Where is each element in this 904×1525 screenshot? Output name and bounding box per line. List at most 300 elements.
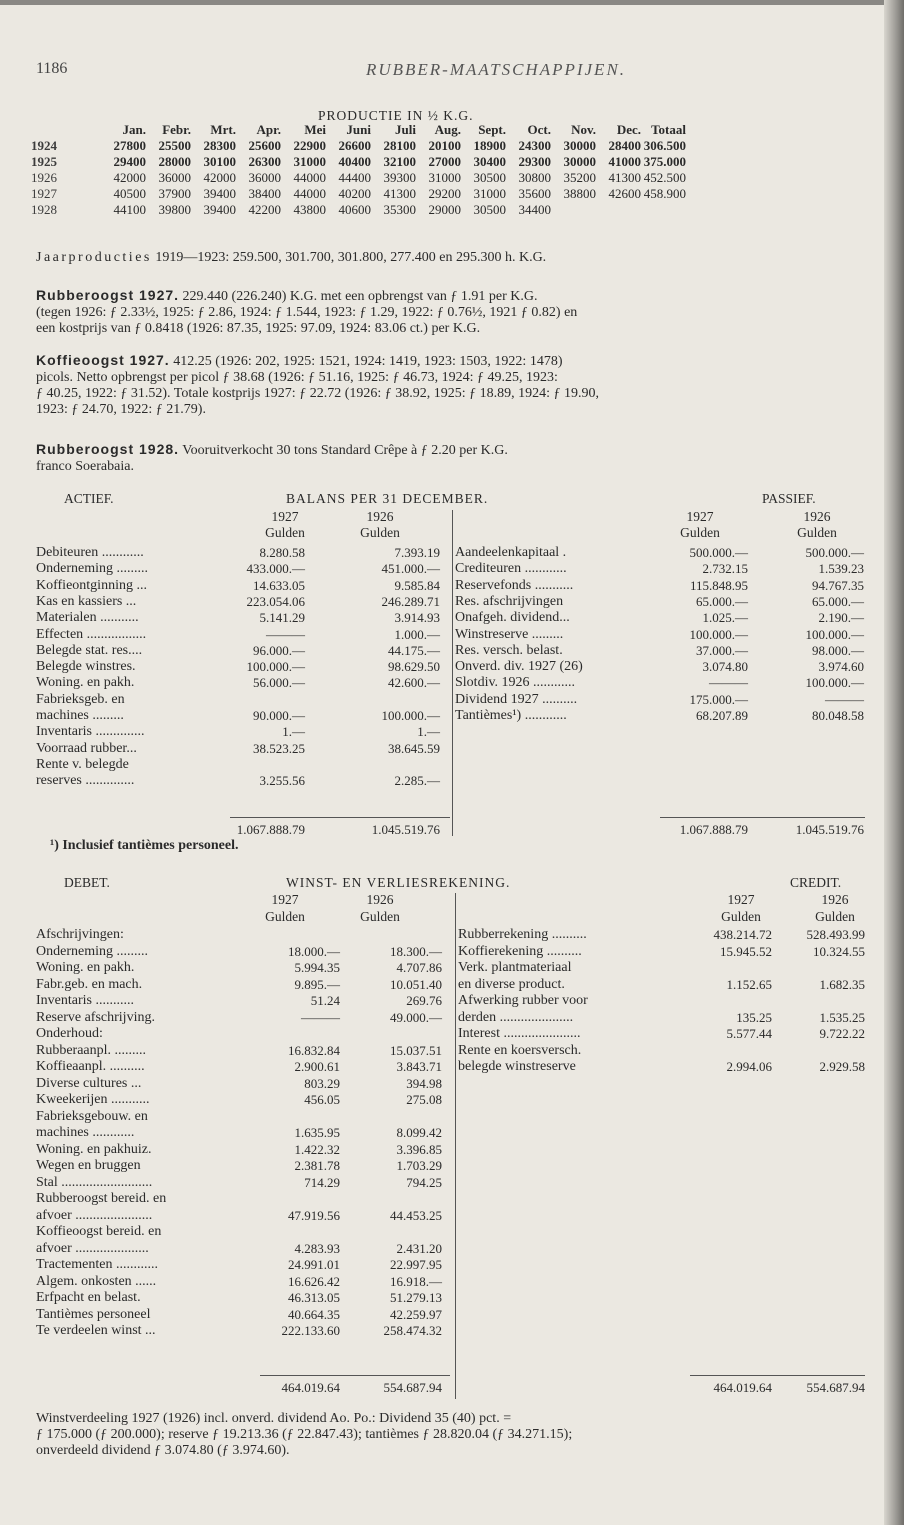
passief-row-value-1926: 80.048.58 — [812, 708, 864, 723]
winstverdeeling — [36, 1411, 868, 1459]
actief-row-value-1926: 1.000.— — [394, 626, 440, 642]
credit-row-label: Afwerking rubber voor — [458, 993, 588, 1008]
production-cell: 34400 — [518, 202, 551, 217]
debet-row-value-1926: 794.25 — [406, 1174, 442, 1190]
passief-row-label: Dividend 1927 .......... — [455, 691, 578, 707]
credit-row-value-1926: 2.929.58 — [819, 1059, 865, 1074]
credit-row-value-1926: 1.535.25 — [819, 1009, 865, 1025]
production-table — [30, 122, 687, 218]
actief-row-label: Onderneming ......... — [36, 561, 148, 577]
production-cell: 30500 — [473, 202, 506, 217]
debet-row-value-1927: 40.664.35 — [288, 1306, 340, 1322]
production-cell — [597, 202, 642, 218]
passief-row-value-1926: 98.000.— — [812, 642, 864, 658]
production-cell: 39400 — [203, 202, 236, 217]
production-cell: 40600 — [338, 202, 371, 217]
credit-row-value-1926: 10.324.55 — [813, 943, 865, 959]
balance-unit-a2: Gulden — [360, 525, 400, 540]
actief-row-value-1926: 451.000.— — [381, 561, 440, 577]
credit-row-value-1927: 15.945.52 — [720, 943, 772, 959]
production-cell: 27800 — [113, 138, 146, 153]
production-cell: 42200 — [248, 202, 281, 217]
production-cell: 41300 — [608, 170, 641, 185]
balance-unit-p2: Gulden — [797, 525, 837, 540]
debet-row-value-1926: 10.051.40 — [390, 976, 442, 992]
actief-row-label: Woning. en pakh. — [36, 675, 135, 691]
production-cell: 36000 — [158, 170, 191, 185]
passief-row-value-1927: 500.000.— — [689, 545, 748, 560]
production-cell: 44400 — [338, 170, 371, 185]
credit-row-label: belegde winstreserve — [458, 1059, 576, 1074]
production-cell: 39800 — [158, 202, 191, 217]
production-cell: 30500 — [473, 170, 506, 185]
actief-row-label: Materialen ........... — [36, 610, 139, 626]
passief-row-label: Onverd. div. 1927 (26) — [455, 659, 583, 675]
debet-row-value-1926: 8.099.42 — [396, 1125, 442, 1140]
actief-row-value-1926: 7.393.19 — [394, 545, 440, 560]
credit-row-value-1927: 2.994.06 — [726, 1059, 772, 1074]
debet-row-label: Rubberoogst bereid. en — [36, 1191, 167, 1206]
passief-row-label: Res. versch. belast. — [455, 642, 563, 658]
actief-row-label: reserves .............. — [36, 773, 135, 789]
actief-row-label: Belegde winstres. — [36, 659, 136, 675]
production-cell: 306.500 — [643, 138, 686, 153]
actief-row-value-1927: 5.141.29 — [259, 610, 305, 626]
debet-row-label: Diverse cultures ... — [36, 1075, 142, 1091]
passief-row-label: Slotdiv. 1926 ............ — [455, 675, 576, 691]
production-cell: 29200 — [428, 186, 461, 201]
actief-row-value-1927: 38.523.25 — [253, 740, 305, 756]
production-cell: 20100 — [428, 138, 461, 153]
debet-row-value-1926: 4.707.86 — [396, 960, 442, 975]
balance-year-p2: 1926 — [803, 509, 831, 524]
debet-row-label: Afschrijvingen: — [36, 927, 124, 942]
wv-unit-d1: Gulden — [265, 909, 305, 924]
debet-row-value-1926: 42.259.97 — [390, 1306, 442, 1322]
production-year: 1926 — [31, 170, 57, 185]
actief-row-value-1927: 96.000.— — [253, 642, 305, 658]
balance-divider — [452, 510, 453, 836]
production-cell: 38800 — [563, 186, 596, 201]
debet-row-value-1927: 9.895.— — [294, 976, 340, 992]
production-cell: 28300 — [203, 138, 236, 153]
rubberoogst-1927-line3: een kostprijs van ƒ 0.8418 (1926: 87.35, 1925: 97.09, 1924: 83.06 ct.) per K.G. — [36, 321, 481, 336]
balance-unit-p1: Gulden — [680, 525, 720, 540]
passief-row-value-1927: 2.732.15 — [702, 561, 748, 577]
debet-row-value-1926: 51.279.13 — [390, 1290, 442, 1305]
production-cell: 28000 — [158, 154, 191, 169]
production-header-cell: Juli — [395, 122, 416, 137]
production-cell: 42000 — [113, 170, 146, 185]
actief-row-label: Debiteuren ............ — [36, 545, 144, 560]
wv-total-credit-1927: 464.019.64 — [713, 1380, 772, 1395]
wv-total-rule-right — [690, 1375, 865, 1376]
production-header-cell: Totaal — [651, 122, 686, 137]
production-cell: 28400 — [608, 138, 641, 153]
winstverdeeling-line1: Winstverdeeling 1927 (1926) incl. onverd. dividend Ao. Po.: Dividend 35 (40) pct. = — [36, 1411, 512, 1426]
production-cell: 44000 — [293, 170, 326, 185]
wv-total-debet-1926: 554.687.94 — [383, 1380, 442, 1395]
rubberoogst-1927-line2: (tegen 1926: ƒ 2.33½, 1925: ƒ 2.86, 1924: ƒ 1.544, 1923: ƒ 1.29, 1922: ƒ 0.76½, 1921 ƒ 0.82) en — [36, 305, 578, 320]
balance-footnote: ¹) Inclusief tantièmes personeel. — [50, 838, 239, 853]
balance-total-actief-1926: 1.045.519.76 — [371, 822, 440, 837]
credit-row-label: Koffierekening .......... — [458, 943, 582, 959]
debet-row-value-1926: 269.76 — [406, 993, 442, 1008]
credit-row-value-1927: 438.214.72 — [713, 927, 772, 942]
jaarproducties — [36, 250, 868, 266]
production-cell: 30100 — [203, 154, 236, 169]
production-cell: 29000 — [428, 202, 461, 217]
passief-row-value-1926: 65.000.— — [812, 593, 864, 609]
production-cell: 30400 — [473, 154, 506, 169]
production-cell: 40200 — [338, 186, 371, 201]
actief-row-value-1927: 8.280.58 — [259, 545, 305, 560]
passief-row-value-1926: 100.000.— — [805, 675, 864, 691]
production-cell: 41300 — [383, 186, 416, 201]
passief-row-value-1926: 500.000.— — [805, 545, 864, 560]
production-cell: 27000 — [428, 154, 461, 169]
debet-row-label: Kweekerijen ........... — [36, 1092, 150, 1107]
debet-row-value-1927: 16.832.84 — [288, 1042, 340, 1058]
debet-row-value-1927: 456.05 — [304, 1092, 340, 1107]
actief-row-value-1926: 38.645.59 — [388, 740, 440, 756]
production-cell: 29400 — [113, 154, 146, 169]
production-cell — [642, 202, 687, 218]
debet-row-value-1927: 16.626.42 — [288, 1273, 340, 1289]
production-cell: 41000 — [608, 154, 641, 169]
production-cell: 24300 — [518, 138, 551, 153]
production-cell: 375.000 — [643, 154, 686, 169]
passief-row-label: Res. afschrijvingen — [455, 593, 564, 609]
production-cell: 18900 — [473, 138, 506, 153]
passief-row-label: Aandeelenkapitaal . — [455, 545, 567, 560]
actief-row-value-1926: 100.000.— — [381, 708, 440, 723]
koffieoogst-1927 — [36, 352, 868, 418]
debet-row-label: machines ............ — [36, 1125, 135, 1140]
page-number: 1186 — [36, 60, 68, 77]
debet-row-value-1926: 258.474.32 — [383, 1323, 442, 1338]
passief-row-label: Onafgeh. dividend... — [455, 610, 570, 626]
production-cell: 38400 — [248, 186, 281, 201]
production-cell: 31000 — [428, 170, 461, 185]
debet-row-value-1926: 44.453.25 — [390, 1207, 442, 1223]
wv-unit-d2: Gulden — [360, 909, 400, 924]
passief-row-label: Tantièmes¹) ............ — [455, 708, 567, 723]
actief-row-value-1927: 100.000.— — [246, 659, 305, 675]
actief-row-label: Effecten ................. — [36, 626, 147, 642]
passief-row-value-1927: 65.000.— — [696, 593, 748, 609]
debet-row-label: afvoer ...................... — [36, 1207, 153, 1223]
production-cell: 37900 — [158, 186, 191, 201]
production-header-cell: Dec. — [616, 122, 641, 137]
production-cell: 40400 — [338, 154, 371, 169]
passief-row-value-1927: 1.025.— — [702, 610, 748, 626]
wv-unit-c1: Gulden — [721, 909, 761, 924]
wv-year-d2: 1926 — [366, 892, 394, 907]
production-cell: 30000 — [563, 138, 596, 153]
production-cell: 44000 — [293, 186, 326, 201]
passief-row-value-1927: 175.000.— — [689, 691, 748, 707]
balance-total-passief-1926: 1.045.519.76 — [795, 822, 864, 837]
production-row — [30, 154, 687, 170]
passief-row-label: Winstreserve ......... — [455, 626, 564, 642]
production-header-cell: Mrt. — [210, 122, 236, 137]
debet-row-label: afvoer ..................... — [36, 1240, 149, 1256]
debet-row-label: Tantièmes personeel — [36, 1306, 151, 1322]
debet-row-value-1926: 16.918.— — [390, 1273, 442, 1289]
wv-credit-heading: CREDIT. — [790, 875, 842, 890]
production-year: 1927 — [31, 186, 57, 201]
koffieoogst-1927-line1: 412.25 (1926: 202, 1925: 1521, 1924: 1419, 1923: 1503, 1922: 1478) — [173, 354, 563, 369]
debet-row-value-1926: 22.997.95 — [390, 1257, 442, 1272]
debet-row-label: Woning. en pakh. — [36, 960, 135, 975]
actief-row-value-1927: ——— — [266, 626, 305, 642]
production-cell: 452.500 — [643, 170, 686, 185]
rubberoogst-1927-line1: 229.440 (226.240) K.G. met een opbrengst van ƒ 1.91 per K.G. — [182, 289, 538, 304]
production-header-cell: Mei — [304, 122, 326, 137]
debet-row-value-1927: 47.919.56 — [288, 1207, 340, 1223]
debet-row-value-1927: 51.24 — [310, 993, 340, 1008]
wv-year-c1: 1927 — [727, 892, 755, 907]
debet-row-value-1927: 803.29 — [304, 1075, 340, 1091]
wv-title: WINST- EN VERLIESREKENING. — [286, 875, 511, 890]
production-cell: 35200 — [563, 170, 596, 185]
production-cell: 42000 — [203, 170, 236, 185]
page-header — [36, 60, 866, 90]
production-cell: 29300 — [518, 154, 551, 169]
debet-row-label: Erfpacht en belast. — [36, 1290, 141, 1305]
production-year: 1925 — [31, 154, 57, 169]
debet-row-value-1927: 2.381.78 — [294, 1158, 340, 1173]
passief-row-value-1926: 2.190.— — [818, 610, 864, 626]
passief-row-value-1926: 94.767.35 — [812, 577, 864, 593]
debet-row-value-1926: 15.037.51 — [390, 1042, 442, 1058]
actief-row-value-1926: 9.585.84 — [394, 577, 440, 593]
koffieoogst-1927-line3: ƒ 40.25, 1922: ƒ 31.52). Totale kostprijs 1927: ƒ 22.72 (1926: ƒ 38.92, 1925: ƒ 18.89, 1924: ƒ 19.90, — [36, 386, 600, 401]
actief-row-value-1926: 1.— — [417, 724, 440, 740]
rubberoogst-1928-line1: Vooruitverkocht 30 tons Standard Crêpe à ƒ 2.20 per K.G. — [182, 443, 508, 458]
production-year: 1924 — [31, 138, 57, 153]
production-cell: 32100 — [383, 154, 416, 169]
debet-row-label: Fabrieksgebouw. en — [36, 1108, 148, 1124]
wv-debet-heading: DEBET. — [64, 875, 110, 890]
balance-total-rule-left — [230, 817, 450, 818]
production-cell: 31000 — [473, 186, 506, 201]
balance-year-p1: 1927 — [686, 509, 714, 524]
page-edge — [884, 0, 904, 1525]
production-cell: 25500 — [158, 138, 191, 153]
production-cell: 22900 — [293, 138, 326, 153]
actief-row-value-1927: 90.000.— — [253, 708, 305, 723]
debet-row-value-1927: 714.29 — [304, 1174, 340, 1190]
credit-row-label: Verk. plantmateriaal — [458, 960, 572, 975]
production-row — [30, 138, 687, 154]
winstverdeeling-line2: ƒ 175.000 (ƒ 200.000); reserve ƒ 19.213.36 (ƒ 22.847.43); tantièmes ƒ 28.820.04 (ƒ 34.271.15); — [36, 1427, 573, 1442]
passief-row-label: Reservefonds ........... — [455, 577, 574, 593]
credit-row-value-1926: 1.682.35 — [819, 976, 865, 992]
actief-row-value-1926: 2.285.— — [394, 773, 440, 789]
passief-row-value-1927: 3.074.80 — [702, 659, 748, 675]
production-header-cell: Febr. — [162, 122, 191, 137]
debet-row-value-1926: 3.396.85 — [396, 1141, 442, 1157]
production-cell: 44100 — [113, 202, 146, 217]
actief-row-label: Belegde stat. res.... — [36, 642, 143, 658]
production-cell: 39300 — [383, 170, 416, 185]
winstverdeeling-line3: onverdeeld dividend ƒ 3.074.80 (ƒ 3.974.60). — [36, 1443, 290, 1458]
actief-row-value-1926: 98.629.50 — [388, 659, 440, 675]
production-header-cell: Oct. — [527, 122, 551, 137]
production-year: 1928 — [31, 202, 57, 217]
debet-row-value-1927: 1.635.95 — [294, 1125, 340, 1140]
credit-row-value-1926: 9.722.22 — [819, 1026, 865, 1041]
actief-row-label: Koffieontginning ... — [36, 577, 147, 593]
credit-row-value-1927: 1.152.65 — [726, 976, 772, 992]
debet-row-label: Inventaris ........... — [36, 993, 134, 1008]
debet-row-value-1926: 394.98 — [406, 1075, 442, 1091]
balance-passief-heading: PASSIEF. — [762, 491, 816, 506]
wv-year-c2: 1926 — [821, 892, 849, 907]
debet-row-value-1927: 5.994.35 — [294, 960, 340, 975]
balance-total-actief-1927: 1.067.888.79 — [236, 822, 305, 837]
production-cell: 43800 — [293, 202, 326, 217]
production-cell: 39400 — [203, 186, 236, 201]
production-header-blank — [30, 122, 102, 138]
passief-row-value-1927: 100.000.— — [689, 626, 748, 642]
credit-row-label: en diverse product. — [458, 976, 565, 992]
production-cell: 35300 — [383, 202, 416, 217]
actief-row-value-1926: 3.914.93 — [394, 610, 440, 626]
debet-row-label: Tractementen ............ — [36, 1257, 158, 1272]
production-cell: 35600 — [518, 186, 551, 201]
debet-row-label: Algem. onkosten ...... — [36, 1273, 157, 1289]
passief-row-value-1927: ——— — [709, 675, 748, 691]
credit-row-value-1926: 528.493.99 — [806, 927, 865, 942]
passief-row-value-1926: ——— — [825, 691, 864, 707]
production-header-cell: Juni — [346, 122, 371, 137]
production-cell: 458.900 — [643, 186, 686, 201]
actief-row-label: Fabrieksgeb. en — [36, 691, 125, 707]
rubberoogst-1927 — [36, 287, 868, 337]
production-header-cell: Jan. — [122, 122, 146, 137]
wv-total-rule-left — [260, 1375, 450, 1376]
debet-row-label: Koffieoogst bereid. en — [36, 1224, 162, 1239]
debet-row-value-1926: 3.843.71 — [396, 1059, 442, 1074]
passief-row-label: Crediteuren ............ — [455, 561, 567, 577]
debet-row-value-1927: 18.000.— — [288, 943, 340, 959]
passief-row-value-1926: 1.539.23 — [818, 561, 864, 577]
balance-total-rule-right — [660, 817, 865, 818]
actief-row-value-1927: 1.— — [282, 724, 305, 740]
production-header-cell: Nov. — [571, 122, 596, 137]
wv-total-debet-1927: 464.019.64 — [281, 1380, 340, 1395]
rubberoogst-1928 — [36, 441, 868, 475]
actief-row-value-1927: 3.255.56 — [259, 773, 305, 789]
production-title: PRODUCTIE IN ½ K.G. — [318, 108, 474, 123]
debet-row-value-1926: 275.08 — [406, 1092, 442, 1107]
debet-row-value-1927: 222.133.60 — [281, 1323, 340, 1338]
debet-row-label: Woning. en pakhuiz. — [36, 1141, 152, 1157]
debet-row-value-1927: ——— — [301, 1009, 340, 1025]
actief-row-value-1926: 246.289.71 — [381, 593, 440, 609]
balance-total-passief-1927: 1.067.888.79 — [679, 822, 748, 837]
actief-row-value-1927: 14.633.05 — [253, 577, 305, 593]
actief-row-value-1926: 44.175.— — [388, 642, 440, 658]
debet-row-value-1927: 24.991.01 — [288, 1257, 340, 1272]
debet-row-value-1926: 49.000.— — [390, 1009, 442, 1025]
production-cell: 42600 — [608, 186, 641, 201]
credit-row-label: Rubberrekening .......... — [458, 927, 587, 942]
debet-row-value-1926: 1.703.29 — [396, 1158, 442, 1173]
passief-row-value-1926: 3.974.60 — [818, 659, 864, 675]
passief-row-value-1927: 68.207.89 — [696, 708, 748, 723]
passief-row-value-1926: 100.000.— — [805, 626, 864, 642]
debet-row-label: Wegen en bruggen — [36, 1158, 141, 1173]
production-cell: 30800 — [518, 170, 551, 185]
credit-row-value-1927: 135.25 — [736, 1009, 772, 1025]
production-row — [30, 170, 687, 186]
production-cell: 31000 — [293, 154, 326, 169]
jaarproducties-text: 1919—1923: 259.500, 301.700, 301.800, 277.400 en 295.300 h. K.G. — [155, 250, 547, 265]
balance-year-a2: 1926 — [366, 509, 394, 524]
wv-year-d1: 1927 — [271, 892, 299, 907]
debet-row-label: Koffieaanpl. .......... — [36, 1059, 145, 1074]
top-border — [0, 0, 884, 5]
debet-row-label: Fabr.geb. en mach. — [36, 976, 143, 992]
passief-row-value-1927: 37.000.— — [696, 642, 748, 658]
actief-row-label: Voorraad rubber... — [36, 740, 137, 756]
debet-row-label: Rubberaanpl. ......... — [36, 1042, 147, 1058]
production-cell: 36000 — [248, 170, 281, 185]
credit-row-label: derden ..................... — [458, 1009, 574, 1025]
debet-row-label: Te verdeelen winst ... — [36, 1323, 156, 1338]
production-row — [30, 186, 687, 202]
credit-row-label: Rente en koersversch. — [458, 1042, 582, 1058]
debet-row-value-1927: 2.900.61 — [294, 1059, 340, 1074]
balance-actief-heading: ACTIEF. — [64, 491, 114, 506]
debet-row-value-1927: 4.283.93 — [294, 1240, 340, 1256]
wv-divider — [455, 893, 456, 1399]
actief-row-label: Rente v. belegde — [36, 756, 129, 772]
debet-row-value-1926: 2.431.20 — [396, 1240, 442, 1256]
production-header-row — [30, 122, 687, 138]
production-cell: 28100 — [383, 138, 416, 153]
production-row — [30, 202, 687, 218]
jaarproducties-label: Jaarproducties — [36, 250, 152, 265]
balance-year-a1: 1927 — [271, 509, 299, 524]
koffieoogst-1927-line4: 1923: ƒ 24.70, 1922: ƒ 21.79). — [36, 402, 206, 417]
credit-row-value-1927: 5.577.44 — [726, 1026, 772, 1041]
rubberoogst-1928-line2: franco Soerabaia. — [36, 459, 134, 474]
actief-row-value-1927: 223.054.06 — [246, 593, 305, 609]
actief-row-label: machines ......... — [36, 708, 124, 723]
balance-unit-a1: Gulden — [265, 525, 305, 540]
debet-row-value-1927: 1.422.32 — [294, 1141, 340, 1157]
debet-row-label: Reserve afschrijving. — [36, 1009, 155, 1025]
actief-row-value-1927: 433.000.— — [246, 561, 305, 577]
actief-row-value-1927: 56.000.— — [253, 675, 305, 691]
rubberoogst-1928-label: Rubberoogst 1928. — [36, 441, 180, 457]
wv-unit-c2: Gulden — [815, 909, 855, 924]
production-cell: 26300 — [248, 154, 281, 169]
production-cell: 26600 — [338, 138, 371, 153]
koffieoogst-1927-line2: picols. Netto opbrengst per picol ƒ 38.68 (1926: ƒ 51.16, 1925: ƒ 46.73, 1924: ƒ 49.25, 1923: — [36, 370, 558, 385]
credit-row-label: Interest ...................... — [458, 1026, 581, 1041]
debet-row-label: Stal .......................... — [36, 1174, 153, 1190]
production-cell: 40500 — [113, 186, 146, 201]
production-cell — [552, 202, 597, 218]
debet-row-value-1926: 18.300.— — [390, 943, 442, 959]
production-header-cell: Sept. — [478, 122, 506, 137]
